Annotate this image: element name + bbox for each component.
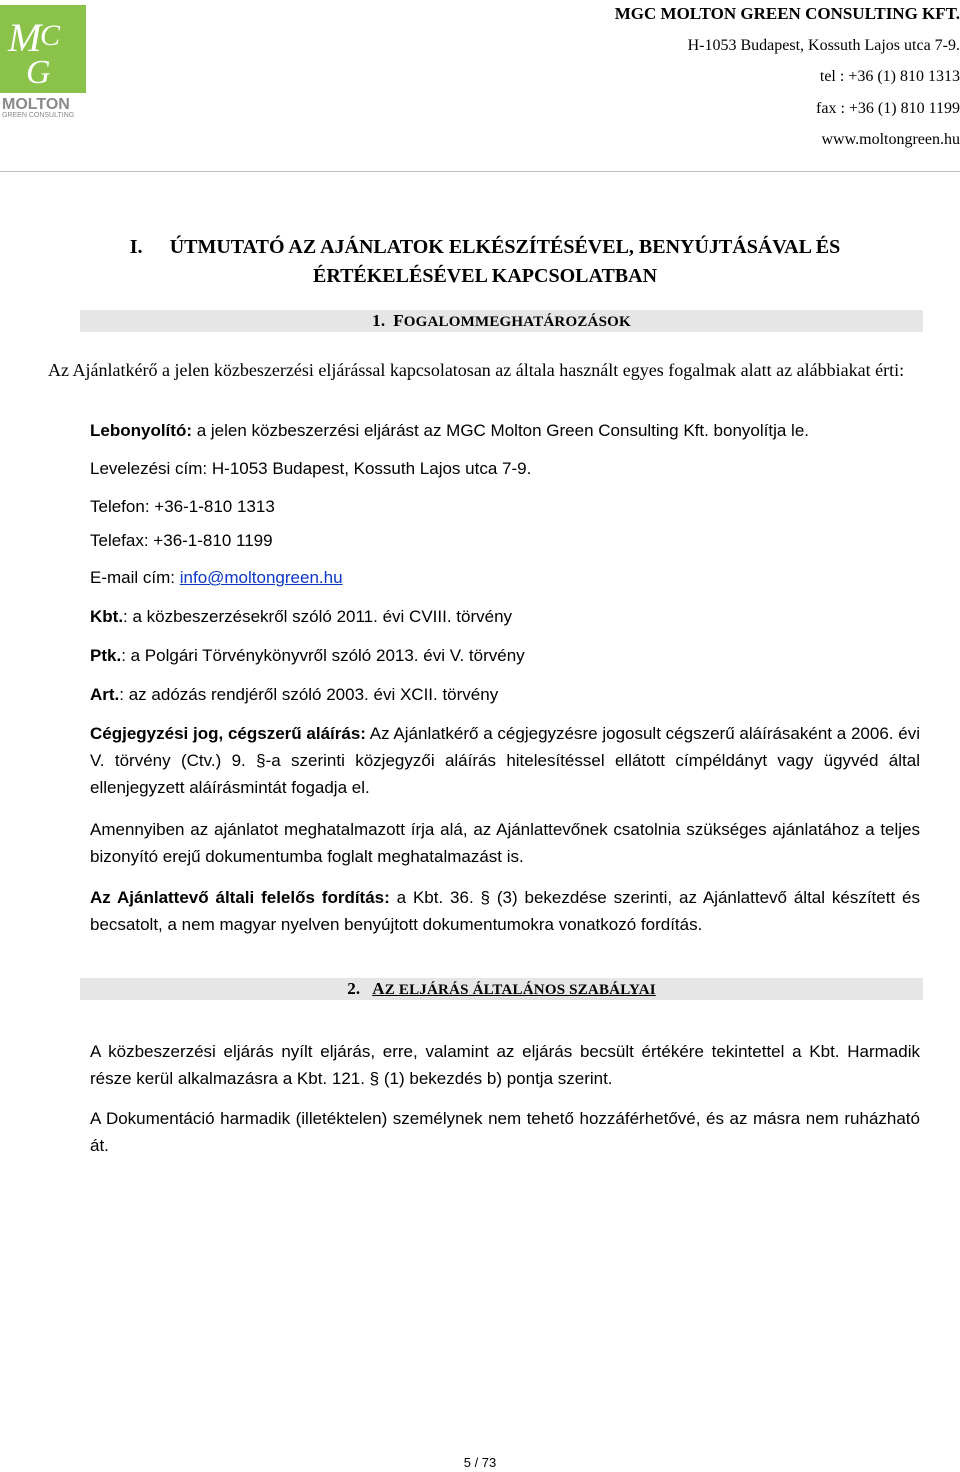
section1-heading: 1. FOGALOMMEGHATÁROZÁSOK <box>372 311 631 330</box>
telefax: Telefax: +36-1-810 1199 <box>90 531 273 550</box>
cegjegyzes-def: Cégjegyzési jog, cégszerű aláírás: Az Ajánlatkérő a cégjegyzésre jogosult cégszerű aláírásaként a 2006. évi V. törvény (Ctv.) 9. §-a szerinti közjegyzői aláírás hitelesítéssel ellátott címpéldányt vagy ügyvéd által ellenjegyzett aláírásmintát fogadja el. <box>90 724 920 797</box>
svg-text:C: C <box>40 19 61 52</box>
section2-number: 2. <box>347 979 361 998</box>
header-divider <box>0 171 960 172</box>
title-line1: ÚTMUTATÓ AZ AJÁNLATOK ELKÉSZÍTÉSÉVEL, BENYÚJTÁSÁVAL ÉS <box>169 236 841 258</box>
header-web: www.moltongreen.hu <box>821 131 960 148</box>
header-tel: tel : +36 (1) 810 1313 <box>819 68 960 85</box>
document-title <box>90 233 880 291</box>
lebonyolito-def: Lebonyolító: a jelen közbeszerzési eljárást az MGC Molton Green Consulting Kft. bonyolítja le. <box>90 421 809 440</box>
email-line: E-mail cím: info@moltongreen.hu <box>90 568 343 587</box>
section1-number: 1. <box>372 311 386 330</box>
section2-p1: A közbeszerzési eljárás nyílt eljárás, erre, valamint az eljárás becsült értékére tekintettel a Kbt. Harmadik része kerül alkalmazásra a Kbt. 121. § (1) bekezdés b) pontja szerint. <box>90 1042 920 1088</box>
logo-tagline: GREEN CONSULTING <box>2 112 75 117</box>
section2-heading: 2. AZ ELJÁRÁS ÁLTALÁNOS SZABÁLYAI <box>347 979 656 998</box>
section1-intro: Az Ajánlatkérő a jelen közbeszerzési eljárással kapcsolatosan az általa használt egyes fogalmak alatt az alábbiakat érti: <box>48 360 905 380</box>
meghatalmazas-par: Amennyiben az ajánlatot meghatalmazott írja alá, az Ajánlattevőnek csatolnia szükséges ajánlatához a teljes bizonyító erejű dokumentumba foglalt meghatalmazást is. <box>90 820 920 866</box>
ptk-def: Ptk.: a Polgári Törvénykönyvről szóló 2013. évi V. törvény <box>90 646 525 665</box>
logo-brand: MOLTON <box>2 96 70 113</box>
forditas-def: Az Ajánlattevő általi felelős fordítás: a Kbt. 36. § (3) bekezdése szerinti, az Ajánlattevő által készített és becsatolt, a nem magyar nyelven benyújtott dokumentumokra vonatkozó fordítás. <box>90 888 920 934</box>
page-number: 5 / 73 <box>463 1455 497 1470</box>
telefon: Telefon: +36-1-810 1313 <box>90 497 275 516</box>
email-link[interactable]: info@moltongreen.hu <box>179 568 343 587</box>
svg-text:M: M <box>8 15 42 60</box>
section2-p2: A Dokumentáció harmadik (illetéktelen) személynek nem tehető hozzáférhetővé, és az másra nem ruházható át. <box>90 1109 920 1155</box>
title-line2: ÉRTÉKELÉSÉVEL KAPCSOLATBAN <box>312 265 658 287</box>
title-number: I. <box>129 236 143 258</box>
header-address: H-1053 Budapest, Kossuth Lajos utca 7-9. <box>687 37 960 54</box>
art-def: Art.: az adózás rendjéről szóló 2003. évi XCII. törvény <box>90 685 499 704</box>
company-logo <box>0 5 86 117</box>
kbt-def: Kbt.: a közbeszerzésekről szóló 2011. évi CVIII. törvény <box>90 607 513 626</box>
svg-text:G: G <box>26 54 51 91</box>
header-company: MGC MOLTON GREEN CONSULTING KFT. <box>614 4 960 23</box>
header-fax: fax : +36 (1) 810 1199 <box>816 100 960 117</box>
levelezesi-cim: Levelezési cím: H-1053 Budapest, Kossuth Lajos utca 7-9. <box>90 459 532 478</box>
